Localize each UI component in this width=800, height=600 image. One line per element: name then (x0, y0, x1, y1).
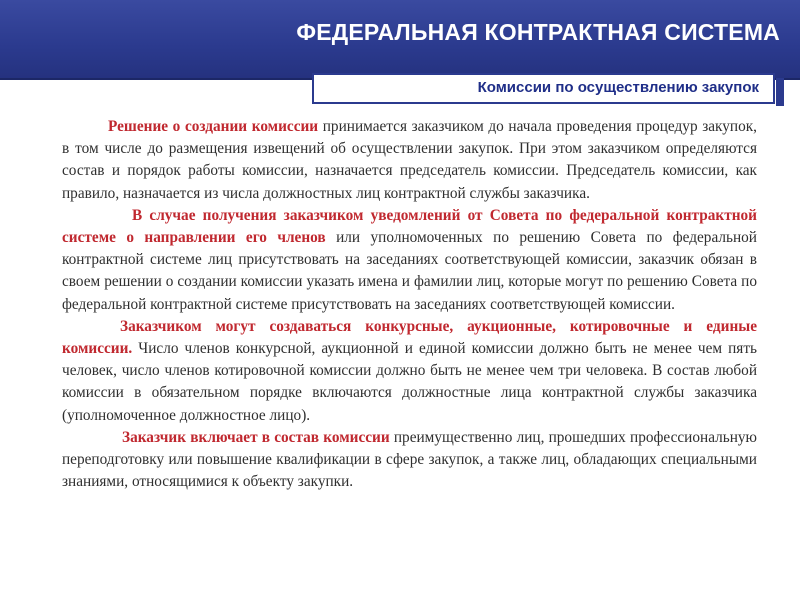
paragraph (62, 205, 757, 316)
paragraph-lead: В случае получения заказчиком уведомлений от Совета по федеральной контрактной системе о направлении его членов (62, 206, 757, 247)
paragraph-lead: Заказчик включает в состав комиссии (122, 428, 390, 446)
paragraph-lead: Заказчиком могут создаваться конкурсные, аукционные, котировочные и единые комиссии. (62, 317, 757, 358)
decorative-strip (776, 78, 784, 106)
paragraph-text: принимается заказчиком до начала проведения процедур закупок, в том числе до размещения извещений об осуществлении закупок. При этом заказчиком определяются состав и порядок работы комиссии, назначается председатель комиссии. Председатель комиссии, как правило, назначается из числа должностных лиц контрактной службы заказчика. (62, 118, 758, 202)
body-text (62, 116, 757, 493)
paragraph (62, 116, 757, 205)
subtitle: Комиссии по осуществлению закупок (477, 79, 759, 96)
paragraph-lead: Решение о создании комиссии (108, 118, 319, 135)
paragraph-text: Число членов конкурсной, аукционной и единой комиссии должно быть не менее чем пять человек, число членов котировочной комиссии должно быть не менее чем три человека. В состав любой комиссии в обязательном порядке включаются должностные лица контрактной службы заказчика (уполномоченное должностное лицо). (62, 340, 757, 424)
page-title: ФЕДЕРАЛЬНАЯ КОНТРАКТНАЯ СИСТЕМА (296, 19, 780, 45)
subtitle-box (312, 73, 775, 104)
paragraph (62, 427, 757, 494)
paragraph-text: или уполномоченных по решению Совета по федеральной контрактной системе лиц присутствовать на заседаниях соответствующей комиссии, заказчик обязан в своем решении о создании комиссии указать имена и фамилии лиц, которые могут по решению Совета по федеральной контрактной системе присутствовать на заседаниях соответствующей комиссии. (62, 229, 757, 313)
header-bar (0, 0, 800, 80)
paragraph (62, 316, 757, 427)
paragraph-text: преимущественно лиц, прошедших профессиональную переподготовку или повышение квалификации в сфере закупок, а также лиц, обладающих специальными знаниями, относящимися к объекту закупки. (62, 428, 757, 491)
